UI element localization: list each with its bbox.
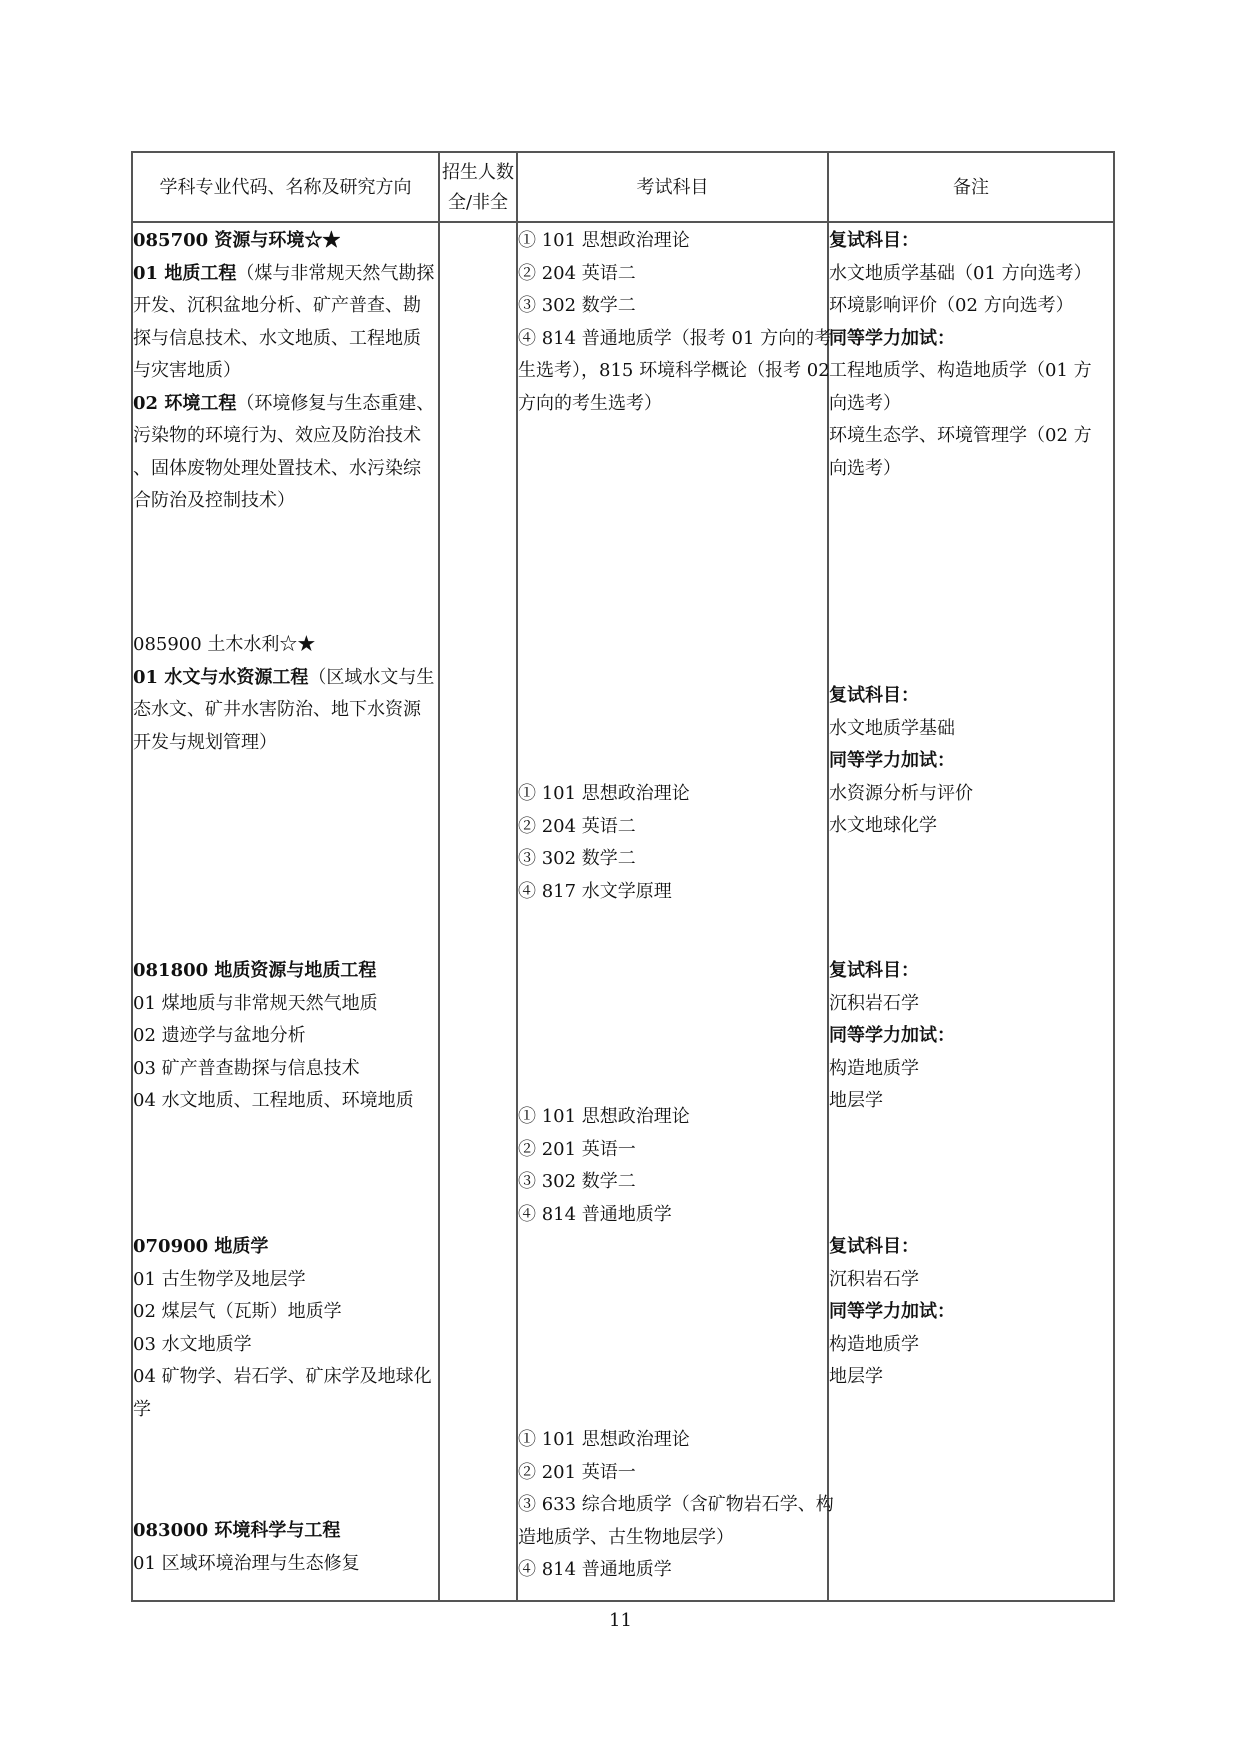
exam-subject: ① 101 思想政治理论 bbox=[518, 1106, 690, 1127]
exam-subject: 生选考），815 环境科学概论（报考 02 bbox=[518, 360, 830, 381]
direction-item: 03 水文地质学 bbox=[133, 1333, 252, 1355]
remark-heading: 复试科目： bbox=[829, 1236, 919, 1257]
exam-subject: ② 204 英语二 bbox=[518, 815, 636, 837]
header-exams bbox=[518, 153, 827, 223]
major-title: 085700 资源与环境☆★ bbox=[133, 230, 341, 251]
exam-subject: ④ 817 水文学原理 bbox=[518, 880, 672, 902]
direction-desc: （环境修复与生态重建、 bbox=[236, 392, 435, 414]
direction-item: 04 水文地质、工程地质、环境地质 bbox=[133, 1090, 414, 1111]
remark-text: 工程地质学、构造地质学（01 方 bbox=[829, 360, 1092, 381]
page-number: 11 bbox=[609, 1610, 632, 1631]
exam-subject: ① 101 思想政治理论 bbox=[518, 1429, 690, 1450]
major-block bbox=[133, 1231, 438, 1426]
header-enrollment-line1: 招生人数 bbox=[442, 162, 514, 183]
remark-text: 构造地质学 bbox=[829, 1333, 919, 1355]
column-divider bbox=[438, 153, 440, 1600]
direction-item: 03 矿产普查勘探与信息技术 bbox=[133, 1057, 360, 1079]
remark-heading: 同等学力加试： bbox=[829, 1025, 955, 1046]
remark-text: 水资源分析与评价 bbox=[829, 782, 973, 804]
direction-item: 01 煤地质与非常规天然气地质 bbox=[133, 992, 378, 1014]
exam-subject: ③ 302 数学二 bbox=[518, 295, 636, 316]
remarks-column bbox=[829, 225, 1113, 1600]
direction-desc: 态水文、矿井水害防治、地下水资源 bbox=[133, 699, 421, 720]
admissions-table bbox=[131, 151, 1115, 1602]
direction-item: 01 区域环境治理与生态修复 bbox=[133, 1552, 360, 1574]
remark-text: 环境生态学、环境管理学（02 方 bbox=[829, 425, 1092, 446]
remark-text: 沉积岩石学 bbox=[829, 1268, 919, 1290]
header-major-label: 学科专业代码、名称及研究方向 bbox=[159, 177, 412, 198]
major-block bbox=[133, 225, 438, 518]
remark-text: 向选考） bbox=[829, 392, 901, 414]
remark-heading: 复试科目： bbox=[829, 685, 919, 706]
exam-subject: ③ 633 综合地质学（含矿物岩石学、构 bbox=[518, 1494, 834, 1515]
direction-desc: （区域水文与生 bbox=[308, 666, 435, 688]
remark-heading: 同等学力加试： bbox=[829, 327, 955, 349]
remark-heading: 同等学力加试： bbox=[829, 750, 955, 771]
exam-subject: 造地质学、古生物地层学） bbox=[518, 1526, 734, 1548]
direction-desc: 与灾害地质） bbox=[133, 360, 241, 381]
remark-text: 构造地质学 bbox=[829, 1057, 919, 1079]
remark-block bbox=[829, 680, 1113, 843]
major-title: 083000 环境科学与工程 bbox=[133, 1520, 341, 1541]
exam-block bbox=[518, 225, 833, 420]
remark-heading: 同等学力加试： bbox=[829, 1301, 955, 1322]
direction-desc: 开发、沉积盆地分析、矿产普查、勘 bbox=[133, 295, 421, 316]
header-enrollment-line2: 全/非全 bbox=[447, 192, 509, 213]
direction-item: 01 古生物学及地层学 bbox=[133, 1268, 306, 1290]
remark-block bbox=[829, 955, 1113, 1118]
remark-text: 向选考） bbox=[829, 457, 901, 479]
major-block bbox=[133, 955, 438, 1118]
remark-heading: 复试科目： bbox=[829, 230, 919, 251]
exam-subject: ③ 302 数学二 bbox=[518, 1171, 636, 1192]
direction-item: 02 煤层气（瓦斯）地质学 bbox=[133, 1301, 342, 1322]
direction-item: 04 矿物学、岩石学、矿床学及地球化 bbox=[133, 1366, 432, 1387]
direction-name: 01 地质工程 bbox=[133, 262, 237, 284]
direction-desc: 探与信息技术、水文地质、工程地质 bbox=[133, 327, 421, 349]
major-title: 070900 地质学 bbox=[133, 1236, 269, 1257]
header-major bbox=[133, 153, 438, 223]
exam-block bbox=[518, 1101, 827, 1231]
remark-text: 水文地质学基础（01 方向选考） bbox=[829, 262, 1092, 284]
direction-desc: （煤与非常规天然气勘探 bbox=[236, 262, 435, 284]
remark-text: 水文地质学基础 bbox=[829, 717, 955, 739]
header-enrollment bbox=[440, 153, 516, 223]
remark-text: 沉积岩石学 bbox=[829, 992, 919, 1014]
direction-desc: 合防治及控制技术） bbox=[133, 490, 295, 511]
exams-column bbox=[518, 225, 834, 1600]
remark-heading: 复试科目： bbox=[829, 960, 919, 981]
major-title: 081800 地质资源与地质工程 bbox=[133, 960, 377, 981]
header-remarks-label: 备注 bbox=[953, 177, 989, 198]
direction-name: 01 水文与水资源工程 bbox=[133, 666, 309, 688]
direction-desc: 开发与规划管理） bbox=[133, 731, 277, 753]
direction-desc: 、固体废物处理处置技术、水污染综 bbox=[133, 457, 421, 479]
direction-desc: 污染物的环境行为、效应及防治技术 bbox=[133, 425, 421, 446]
major-block bbox=[133, 1515, 438, 1580]
major-title: 085900 土木水利☆★ bbox=[133, 634, 316, 655]
direction-name: 02 环境工程 bbox=[133, 392, 237, 414]
exam-subject: 方向的考生选考） bbox=[518, 392, 662, 414]
remark-text: 地层学 bbox=[829, 1090, 883, 1111]
remark-block bbox=[829, 225, 1113, 485]
majors-column bbox=[133, 225, 438, 1600]
direction-item: 学 bbox=[133, 1398, 151, 1420]
exam-subject: ③ 302 数学二 bbox=[518, 848, 636, 869]
exam-subject: ② 201 英语一 bbox=[518, 1461, 636, 1483]
exam-block bbox=[518, 1424, 834, 1587]
exam-subject: ② 204 英语二 bbox=[518, 262, 636, 284]
remark-text: 环境影响评价（02 方向选考） bbox=[829, 295, 1074, 316]
direction-item: 02 遗迹学与盆地分析 bbox=[133, 1025, 306, 1046]
remark-text: 地层学 bbox=[829, 1366, 883, 1387]
exam-subject: ① 101 思想政治理论 bbox=[518, 783, 690, 804]
exam-subject: ④ 814 普通地质学（报考 01 方向的考 bbox=[518, 327, 833, 349]
remark-text: 水文地球化学 bbox=[829, 815, 937, 836]
exam-subject: ① 101 思想政治理论 bbox=[518, 230, 690, 251]
remark-block bbox=[829, 1231, 1113, 1394]
exam-subject: ④ 814 普通地质学 bbox=[518, 1203, 672, 1225]
exam-subject: ④ 814 普通地质学 bbox=[518, 1559, 672, 1580]
major-block bbox=[133, 629, 438, 759]
exam-subject: ② 201 英语一 bbox=[518, 1138, 636, 1160]
header-remarks bbox=[829, 153, 1113, 223]
exam-block bbox=[518, 778, 827, 908]
header-exams-label: 考试科目 bbox=[636, 177, 709, 198]
